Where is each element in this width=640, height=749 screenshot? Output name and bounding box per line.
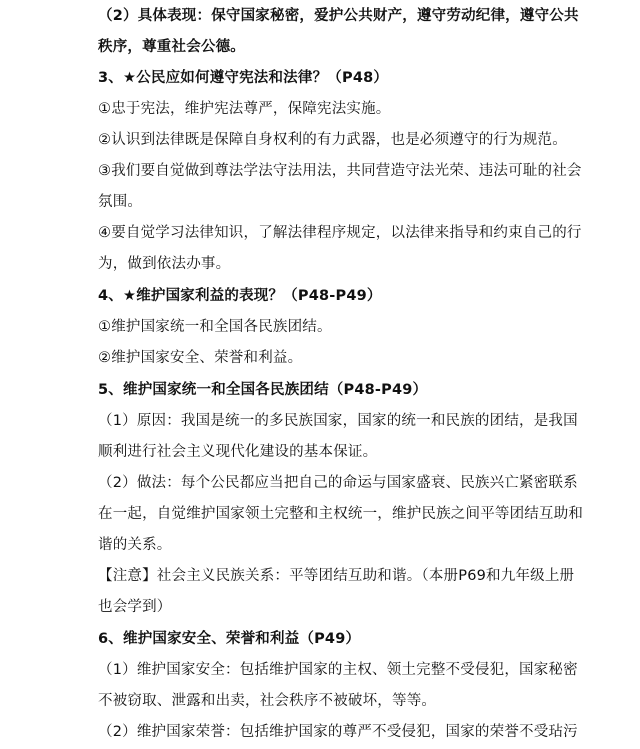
text-line-12: ②维护国家安全、荣誉和利益。 (98, 350, 303, 366)
text-line-4: ①忠于宪法，维护宪法尊严，保障宪法实施。 (98, 101, 391, 117)
section-heading-6: 6、维护国家安全、荣誉和利益（P49） (98, 631, 361, 647)
section-heading-5: 5、维护国家统一和全国各民族团结（P48-P49） (98, 382, 428, 398)
text-line-17: 在一起，自觉维护国家领土完整和主权统一，维护民族之间平等团结互助和 (98, 506, 584, 522)
text-line-19: 【注意】社会主义民族关系：平等团结互助和谐。（本册P69和九年级上册 (98, 568, 575, 584)
text-line-20: 也会学到） (98, 599, 172, 615)
text-line-24: （2）维护国家荣誉：包括维护国家的尊严不受侵犯，国家的荣誉不受玷污 (98, 724, 578, 740)
text-line-15: 顺利进行社会主义现代化建设的基本保证。 (98, 444, 378, 460)
text-line-7: 氛围。 (98, 194, 143, 210)
text-line-11: ①维护国家统一和全国各民族团结。 (98, 319, 332, 335)
text-line-6: ③我们要自觉做到尊法学法守法用法，共同营造守法光荣、违法可耻的社会 (98, 163, 582, 179)
text-line-1: （2）具体表现：保守国家秘密，爱护公共财产，遵守劳动纪律，遵守公共 (98, 8, 579, 24)
text-line-9: 为，做到依法办事。 (98, 256, 231, 272)
section-heading-3: 3、★公民应如何遵守宪法和法律？（P48） (98, 70, 389, 86)
text-line-22: （1）维护国家安全：包括维护国家的主权、领土完整不受侵犯，国家秘密 (98, 662, 578, 678)
text-line-18: 谐的关系。 (98, 537, 172, 553)
text-line-14: （1）原因：我国是统一的多民族国家，国家的统一和民族的团结，是我国 (98, 413, 578, 429)
text-line-2: 秩序，尊重社会公德。 (98, 39, 245, 55)
text-line-23: 不被窃取、泄露和出卖，社会秩序不被破坏，等等。 (98, 693, 437, 709)
text-line-8: ④要自觉学习法律知识，了解法律程序规定，以法律来指导和约束自己的行 (98, 225, 582, 241)
text-line-5: ②认识到法律既是保障自身权利的有力武器，也是必须遵守的行为规范。 (98, 132, 567, 148)
section-heading-4: 4、★维护国家利益的表现？（P48-P49） (98, 288, 382, 304)
text-line-16: （2）做法：每个公民都应当把自己的命运与国家盛衰、民族兴亡紧密联系 (98, 475, 578, 491)
